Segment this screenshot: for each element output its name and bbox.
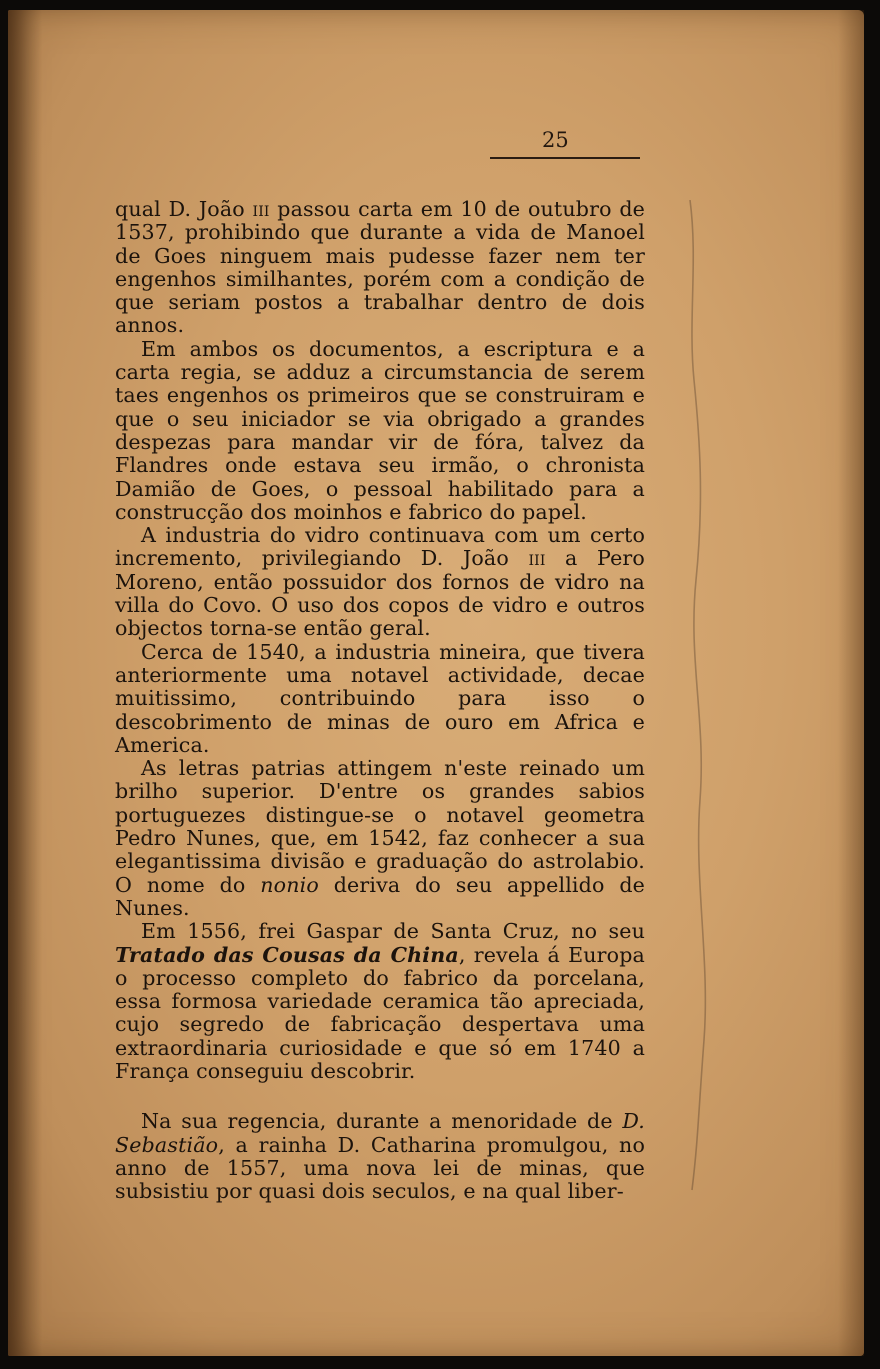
header-rule [490,157,640,159]
text-run: qual D. João [115,197,253,221]
spine-shadow [8,10,42,1356]
paragraph [115,920,645,1083]
paragraph [115,757,645,920]
italic-text-run: D. Sebastião [115,1109,645,1157]
paragraph [115,338,645,524]
margin-pencil-mark [684,200,724,1200]
text-run: Na sua regencia, durante a menoridade de [141,1109,623,1134]
paragraph [115,1110,645,1203]
body-text [115,198,645,1203]
page-number: 25 [542,128,569,152]
text-run: deriva do seu appellido de Nunes. [115,872,645,920]
text-run: passou carta em 10 de outubro de 1537, prohibindo que durante a vida de Manoel de Goes ninguem mais pudesse fazer nem ter engenhos similhantes, porém com a condição de que seriam postos a trabalhar dentro de dois annos. [115,197,645,338]
text-run: As letras patrias attingem n'este reinado um brilho superior. D'entre os grandes sabios portuguezes distingue-se o notavel geometra Pedro Nunes, que, em 1542, faz conhecer a sua elegantissima divisão e graduação do astrolabio. O nome do [115,756,645,897]
smallcaps-text-run: iii [252,197,270,221]
text-run: A industria do vidro continuava com um certo incremento, privilegiando D. João [115,523,645,571]
bolditalic-text-run: Tratado das Cousas da China [115,942,459,967]
text-run: Em ambos os documentos, a escriptura e a carta regia, se adduz a circumstancia de serem taes engenhos os primeiros que se construiram e que o seu iniciador se via obrigado a grandes despezas para mandar vir de fóra, talvez da Flandres onde estava seu irmão, o chronista Damião de Goes, o pessoal habilitado para a construcção dos moinhos e fabrico do papel. [115,336,645,524]
paragraph [115,524,645,640]
text-run: Em 1556, frei Gaspar de Santa Cruz, no seu [141,919,645,944]
paragraph [115,641,645,757]
smallcaps-text-run: iii [528,546,546,571]
text-run: a Pero Moreno, então possuidor dos fornos de vidro na villa do Covo. O uso dos copos de vidro e outros objectos torna-se então geral. [115,546,645,641]
text-run: , a rainha D. Catharina promulgou, no anno de 1557, uma nova lei de minas, que subsistiu por quasi dois seculos, e na qual liber- [115,1132,645,1204]
page-edge-shadow [838,10,864,1356]
italic-text-run: nonio [260,872,319,897]
text-run: , revela á Europa o processo completo do fabrico da porcelana, essa formosa variedade ceramica tão apreciada, cujo segredo de fabricação despertava uma extraordinaria curiosidade e que só em 1740 a França conseguiu descobrir. [115,942,645,1083]
paragraph [115,198,645,338]
text-run: Cerca de 1540, a industria mineira, que tivera anteriormente uma notavel actividade, decae muitissimo, contribuindo para isso o descobrimento de minas de ouro em Africa e America. [115,639,645,757]
